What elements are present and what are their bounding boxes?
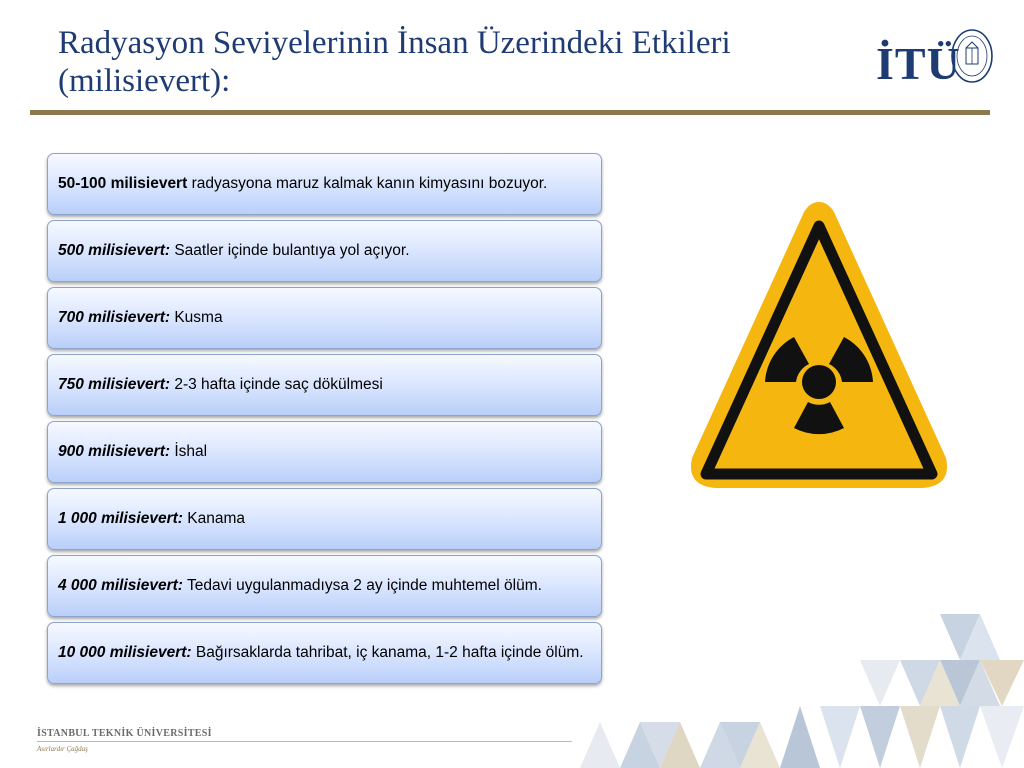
list-item bbox=[47, 287, 602, 349]
list-item bbox=[47, 622, 602, 684]
itu-seal-icon bbox=[950, 28, 994, 84]
list-item bbox=[47, 354, 602, 416]
dose-label: 750 milisievert: bbox=[58, 376, 171, 393]
dose-label: 900 milisievert: bbox=[58, 443, 171, 460]
slide-title bbox=[58, 24, 858, 100]
slide-title-line2: (milisievert): bbox=[58, 63, 231, 99]
list-item bbox=[47, 488, 602, 550]
effect-text: Tedavi uygulanmadıysa 2 ay içinde muhtemel ölüm. bbox=[182, 577, 542, 594]
list-item bbox=[47, 555, 602, 617]
footer-divider bbox=[37, 741, 572, 742]
list-item bbox=[47, 421, 602, 483]
list-item bbox=[47, 220, 602, 282]
decorative-triangle-pattern bbox=[560, 600, 1024, 768]
dose-label: 1 000 milisievert: bbox=[58, 510, 183, 527]
slide-title-line1: Radyasyon Seviyelerinin İnsan Üzerindeki Etkileri bbox=[58, 25, 731, 61]
dose-effects-list bbox=[47, 153, 602, 689]
dose-label: 4 000 milisievert: bbox=[58, 577, 183, 594]
itu-logo bbox=[876, 26, 996, 96]
dose-label: 50-100 milisievert bbox=[58, 175, 188, 192]
footer-brand: İSTANBUL TEKNİK ÜNİVERSİTESİ bbox=[37, 728, 212, 739]
effect-text: İshal bbox=[170, 443, 208, 460]
list-item bbox=[47, 153, 602, 215]
title-divider bbox=[30, 110, 990, 115]
effect-text: radyasyona maruz kalmak kanın kimyasını bozuyor. bbox=[187, 175, 548, 192]
effect-text: Kusma bbox=[170, 309, 223, 326]
effect-text: Saatler içinde bulantıya yol açıyor. bbox=[170, 242, 410, 259]
dose-label: 700 milisievert: bbox=[58, 309, 171, 326]
effect-text: Bağırsaklarda tahribat, iç kanama, 1-2 hafta içinde ölüm. bbox=[191, 644, 584, 661]
dose-label: 10 000 milisievert: bbox=[58, 644, 192, 661]
dose-label: 500 milisievert: bbox=[58, 242, 171, 259]
footer-tagline: Asırlardır Çağdaş bbox=[37, 745, 88, 753]
effect-text: Kanama bbox=[182, 510, 245, 527]
effect-text: 2-3 hafta içinde saç dökülmesi bbox=[170, 376, 383, 393]
logo-text: İTÜ bbox=[876, 38, 961, 89]
radiation-warning-icon bbox=[686, 196, 952, 494]
